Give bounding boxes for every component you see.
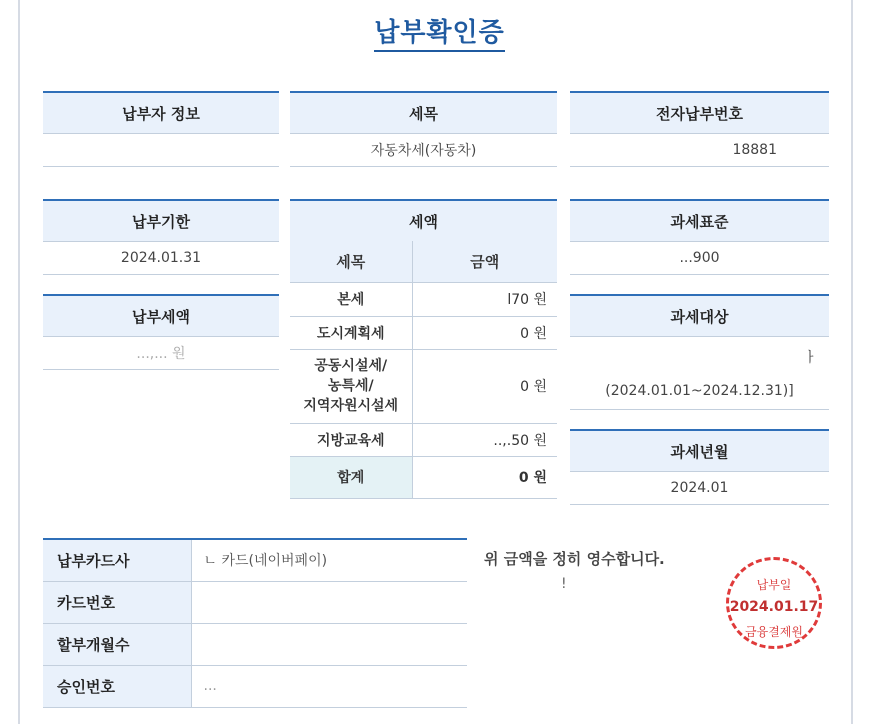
payment-date-stamp bbox=[726, 557, 822, 649]
payer-info-value bbox=[43, 134, 279, 167]
tax-row-amount: 0 원 bbox=[412, 316, 557, 349]
table-row bbox=[43, 539, 467, 581]
tax-amount-table bbox=[290, 241, 557, 499]
card-company-label: 납부카드사 bbox=[43, 539, 191, 581]
tax-base-box bbox=[570, 199, 829, 275]
paid-amount-header: 납부세액 bbox=[43, 294, 279, 337]
due-date-box bbox=[43, 199, 279, 275]
tax-item-header: 세목 bbox=[290, 91, 557, 134]
table-row bbox=[290, 282, 557, 316]
frame-left-border bbox=[18, 0, 20, 724]
card-company-value: ㄴ 카드(네이버페이) bbox=[191, 539, 467, 581]
paid-amount-value: ...,... 원 bbox=[43, 337, 279, 370]
receipt-statement: 위 금액을 정히 영수합니다. bbox=[484, 550, 665, 568]
table-row bbox=[43, 623, 467, 665]
payer-info-box bbox=[43, 91, 279, 167]
approval-number-value: ... bbox=[191, 665, 467, 707]
table-row bbox=[43, 581, 467, 623]
tax-total-label: 합계 bbox=[290, 456, 412, 498]
document-title-wrap bbox=[0, 17, 879, 52]
receipt-mark: ! bbox=[561, 576, 567, 592]
tax-item-box bbox=[290, 91, 557, 167]
tax-object-line1: ㅏ bbox=[803, 350, 817, 366]
tax-period-header: 과세년월 bbox=[570, 429, 829, 472]
tax-object-header: 과세대상 bbox=[570, 294, 829, 337]
approval-number-label: 승인번호 bbox=[43, 665, 191, 707]
tax-total-row bbox=[290, 456, 557, 498]
e-payment-number-header: 전자납부번호 bbox=[570, 91, 829, 134]
tax-object-value bbox=[570, 337, 829, 410]
stamp-label: 납부일 bbox=[756, 578, 792, 592]
table-row bbox=[290, 316, 557, 349]
tax-row-item: 도시계획세 bbox=[290, 316, 412, 349]
tax-base-header: 과세표준 bbox=[570, 199, 829, 242]
tax-amount-table-head bbox=[290, 241, 557, 282]
tax-object-box bbox=[570, 294, 829, 410]
tax-total-amount: 0 원 bbox=[412, 456, 557, 498]
card-number-value bbox=[191, 581, 467, 623]
tax-row-amount: 0 원 bbox=[412, 349, 557, 423]
tax-row-item: 공동시설세/ 농특세/ 지역자원시설세 bbox=[290, 349, 412, 423]
e-payment-number-value: 18881 bbox=[570, 134, 829, 167]
tax-row-amount: ..,.50 원 bbox=[412, 423, 557, 456]
document-title: 납부확인증 bbox=[374, 17, 505, 52]
installment-label: 할부개월수 bbox=[43, 623, 191, 665]
tax-object-line2: (2024.01.01~2024.12.31)] bbox=[605, 383, 794, 399]
tax-period-value: 2024.01 bbox=[570, 472, 829, 505]
table-row bbox=[290, 349, 557, 423]
stamp-date: 2024.01.17 bbox=[729, 599, 819, 615]
card-info-table bbox=[43, 538, 467, 708]
payer-info-header: 납부자 정보 bbox=[43, 91, 279, 134]
tax-amount-col-item: 세목 bbox=[290, 241, 412, 282]
tax-base-value: ...900 bbox=[570, 242, 829, 275]
paid-amount-box bbox=[43, 294, 279, 370]
tax-row-item: 지방교육세 bbox=[290, 423, 412, 456]
installment-value bbox=[191, 623, 467, 665]
card-number-label: 카드번호 bbox=[43, 581, 191, 623]
tax-amount-col-amount: 금액 bbox=[412, 241, 557, 282]
tax-row-amount: l70 원 bbox=[412, 282, 557, 316]
due-date-value: 2024.01.31 bbox=[43, 242, 279, 275]
tax-item-value: 자동차세(자동차) bbox=[290, 134, 557, 167]
due-date-header: 납부기한 bbox=[43, 199, 279, 242]
table-row bbox=[290, 423, 557, 456]
tax-amount-header: 세액 bbox=[290, 199, 557, 242]
table-row bbox=[43, 665, 467, 707]
tax-amount-box bbox=[290, 199, 557, 242]
e-payment-number-box bbox=[570, 91, 829, 167]
frame-right-border bbox=[851, 0, 853, 724]
tax-row-item: 본세 bbox=[290, 282, 412, 316]
tax-period-box bbox=[570, 429, 829, 505]
stamp-issuer: 금융결제원 bbox=[745, 625, 803, 639]
